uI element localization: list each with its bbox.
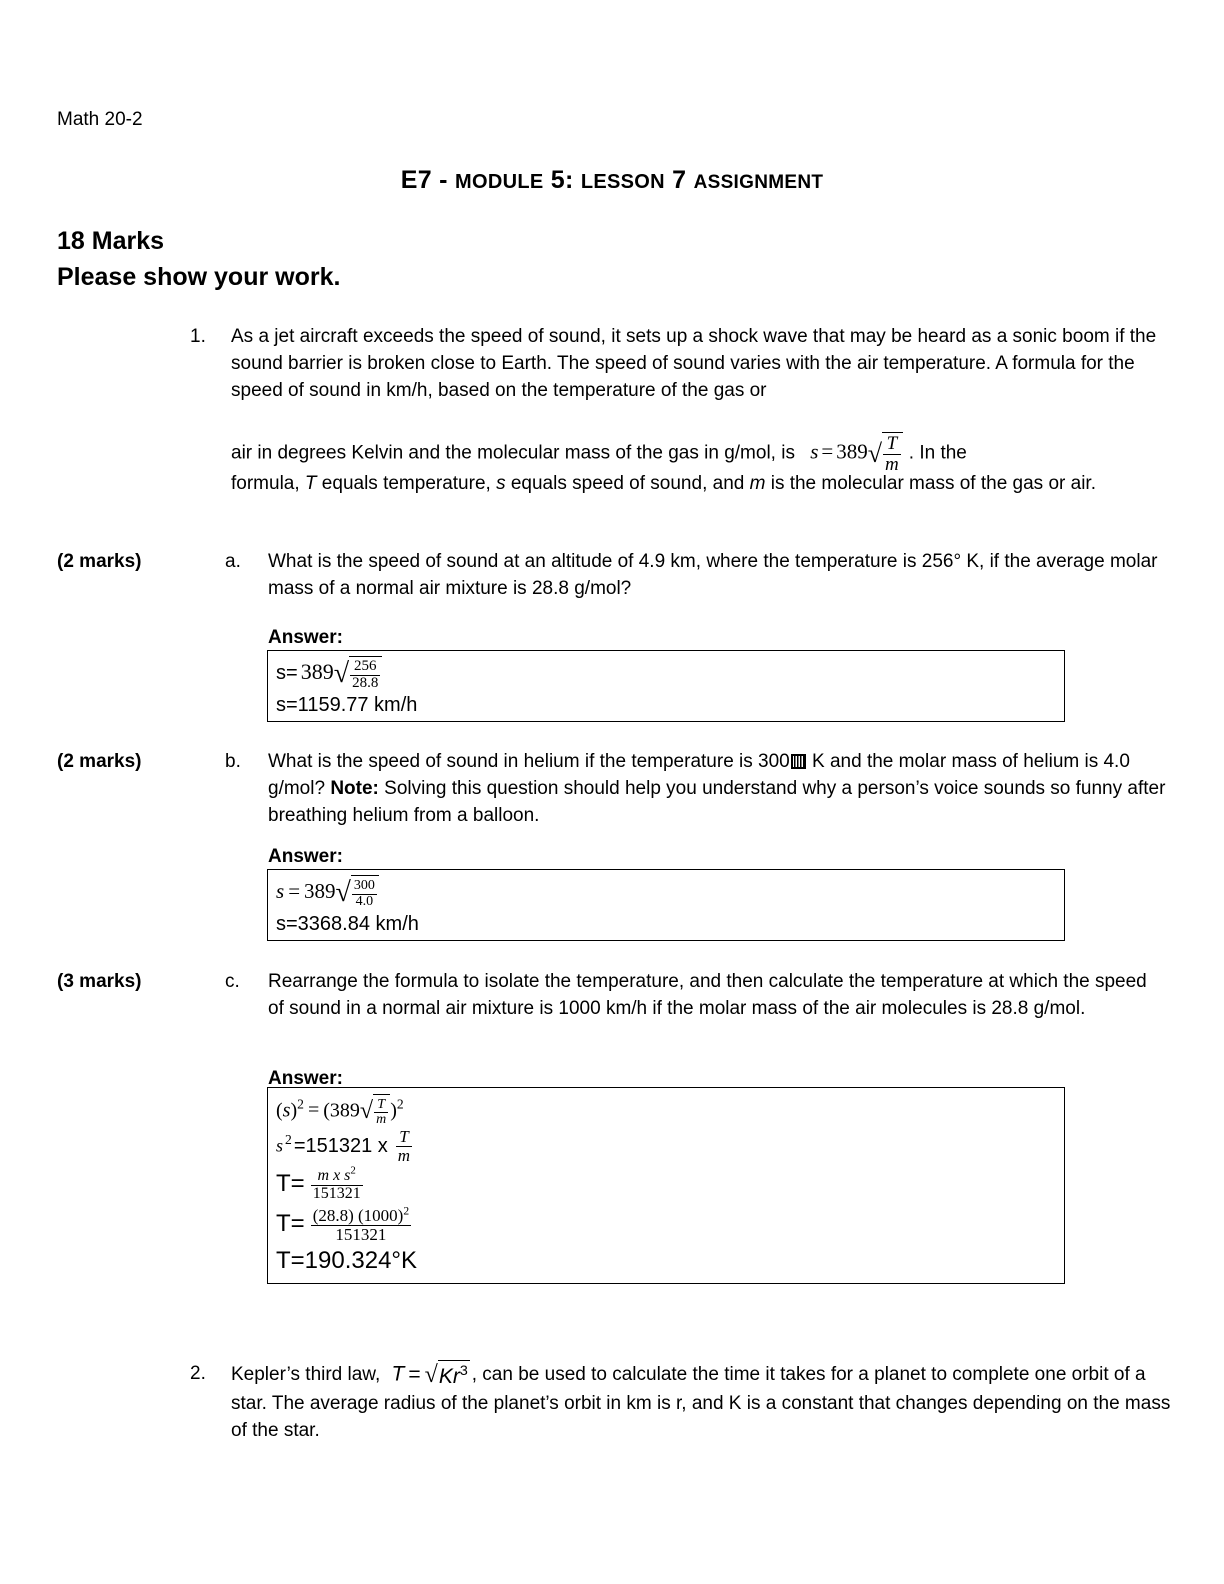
question-2-number: 2. [190,1363,206,1384]
part-c-answer-line-5 [276,1245,1056,1278]
part-b-fraction [352,879,377,909]
part-a-answer-line-2: s=1159.77 km/h [276,693,418,716]
line5-result: T=190.324°K [276,1246,418,1274]
kepler-radical [425,1360,470,1390]
part-b-denominator: 4.0 [352,894,377,910]
part-a-answer-box[interactable] [267,650,1065,722]
part-b-answer-line-1 [276,874,1056,911]
sqrt-icon: √ [359,1098,374,1124]
part-c-marks: (3 marks) [57,971,142,992]
title-module-word: MODULE [455,171,544,193]
title-prefix: E7 - [400,166,456,194]
radicand-numerator: T [886,433,898,454]
part-b-text-c: Solving this question should help you understand why a person’s voice sounds so funny after breathing helium from a balloon. [268,778,1166,826]
formula-coefficient: 389 [836,439,868,464]
question-1-intro-part2 [231,432,1176,475]
radicand-denominator: m [885,453,899,475]
sqrt-icon: √ [333,657,350,689]
line3-numerator-text: m x s [317,1167,351,1185]
kepler-lhs: T [391,1362,405,1386]
formula-equals: = [821,439,834,464]
keplers-third-law-formula [392,1360,470,1390]
part-b-radical [336,875,379,911]
part-a-text: What is the speed of sound at an altitude of 4.9 km, where the temperature is 256° K, if the average molar mass of a normal air mixture is 28.8 g/mol? [268,551,1158,599]
question-1-intro-text-2: air in degrees Kelvin and the molecular mass of the gas in g/mol, is [231,442,795,464]
question-1-number: 1. [190,326,206,347]
var-T: T [304,473,317,494]
question-2-text [231,1360,1171,1444]
course-code: Math 20-2 [57,109,143,130]
part-a-letter: a. [225,551,241,572]
line1-radicand [373,1094,390,1128]
line1-paren-open-2: ( [323,1099,330,1122]
line4-exponent: 2 [403,1204,410,1218]
part-b-text-b: K and the molar mass of helium is 4.0 g/mol? [268,751,1130,799]
part-c-answer-line-2 [276,1128,1056,1165]
kepler-equals: = [408,1362,421,1386]
line3-lhs: T= [276,1169,305,1197]
question-1-intro-text-3: . In the [908,442,967,464]
paren-close: ) [290,1099,298,1122]
part-b-answer-box[interactable] [267,869,1065,941]
line1-equals: = [307,1099,320,1122]
part-b-lhs: s [276,879,285,903]
line1-exponent-2: 2 [396,1096,404,1112]
part-c-answer-line-1 [276,1094,1056,1128]
radicand-fraction [883,434,901,475]
part-b-letter: b. [225,751,241,772]
part-b-numerator: 300 [353,878,375,894]
part-a-radical [334,656,383,692]
part-b-text [268,748,1168,829]
line1-numerator: T [377,1096,386,1112]
line2-exponent: 2 [285,1131,292,1147]
line4-denominator: 151321 [311,1225,411,1244]
line1-fraction [374,1098,388,1128]
paren-open: ( [276,1099,283,1122]
part-b-answer-label: Answer: [268,846,343,867]
title-assignment-word: ASSIGNMENT [693,172,824,193]
line4-numerator-text: (28.8) (1000) [312,1206,404,1226]
marks-heading [57,223,340,295]
part-a-answer-label: Answer: [268,627,343,648]
line3-denominator: 151321 [312,1184,361,1202]
line2-fraction [396,1128,412,1165]
line1-exponent-1: 2 [297,1096,304,1112]
part-c-answer-label: Answer: [268,1068,343,1089]
part-c-text: Rearrange the formula to isolate the temperature, and then calculate the temperature at which the speed of sound in a normal air mixture is 1000 km/h if the molar mass of the air molecules is 28.8 g/mol. [268,971,1147,1019]
line4-fraction [311,1204,411,1244]
part-a-coefficient: 389 [300,659,334,684]
line1-radical [360,1094,390,1128]
sqrt-icon: √ [335,876,351,908]
line4-lhs: T= [276,1209,305,1237]
speed-of-sound-formula [810,432,903,475]
var-s: s [496,473,506,494]
total-marks: 18 Marks [57,227,165,255]
part-b-coefficient: 389 [304,879,336,903]
part-b-answer-line-2: s=3368.84 km/h [276,912,419,935]
part-c-letter: c. [225,971,240,992]
line2-numerator: T [399,1127,409,1146]
line2-rest: =151321 x [293,1134,388,1157]
line1-s: s [282,1099,291,1122]
title-module-number: 5: [543,166,581,194]
show-work-instruction: Please show your work. [57,263,341,291]
part-b-radicand [351,875,379,911]
line3-fraction [311,1164,363,1203]
title-lesson-word: LESSON [580,171,665,193]
question-1-intro-part4: formula, T equals temperature, s equals speed of sound, and m is the molecular mass of the gas or air. [231,473,1096,494]
kepler-radicand [438,1360,470,1390]
sqrt-icon: √ [424,1361,438,1388]
line1-coefficient: 389 [329,1099,360,1122]
line4-numerator [311,1204,411,1226]
question-2-text-2: , can be used to calculate the time it takes for a planet to complete one orbit of a star. The average radius of the planet’s orbit in km is r, and K is a constant that changes depending on the mass of the star. [231,1364,1171,1441]
var-m: m [749,473,766,494]
part-c-answer-line-4 [276,1204,1056,1245]
question-1-intro-part1: As a jet aircraft exceeds the speed of sound, it sets up a shock wave that may be heard as a sonic boom if the sound barrier is broken close to Earth. The speed of sound varies with the air temperature. A formula for the speed of sound in km/h, based on the temperature of the gas or [231,326,1157,401]
part-b-marks: (2 marks) [57,751,142,772]
missing-glyph-icon [791,754,806,769]
formula-lhs: s [810,439,819,464]
line1-denominator: m [376,1112,387,1128]
part-a-radicand [349,656,382,692]
line2-s: s [276,1135,284,1156]
part-a-marks: (2 marks) [57,551,142,572]
part-b-note-label: Note: [330,778,379,799]
line3-exponent: 2 [350,1164,356,1177]
radicand [882,432,903,475]
kepler-exponent: 3 [459,1363,468,1379]
part-a-answer-line-1 [276,655,1056,692]
part-c-answer-box[interactable] [267,1087,1065,1284]
sqrt-icon: √ [867,438,883,468]
line1-paren-close-2: ) [390,1099,397,1122]
part-b-equals: = [288,879,301,903]
part-c-answer-line-3 [276,1165,1056,1204]
line2-denominator: m [397,1145,411,1165]
question-2-text-1: Kepler’s third law, [231,1364,381,1386]
part-b-text-a: What is the speed of sound in helium if the temperature is 300 [268,751,790,772]
page-title [0,165,1224,198]
part-a-fraction [350,659,380,692]
kepler-radicand-text: Kr [438,1365,460,1388]
part-a-denominator: 28.8 [352,674,379,691]
title-lesson-number: 7 [664,166,694,194]
formula-radical [868,432,903,475]
part-a-lhs: s= [276,662,298,684]
part-a-numerator: 256 [353,658,377,675]
line3-numerator [311,1164,363,1185]
